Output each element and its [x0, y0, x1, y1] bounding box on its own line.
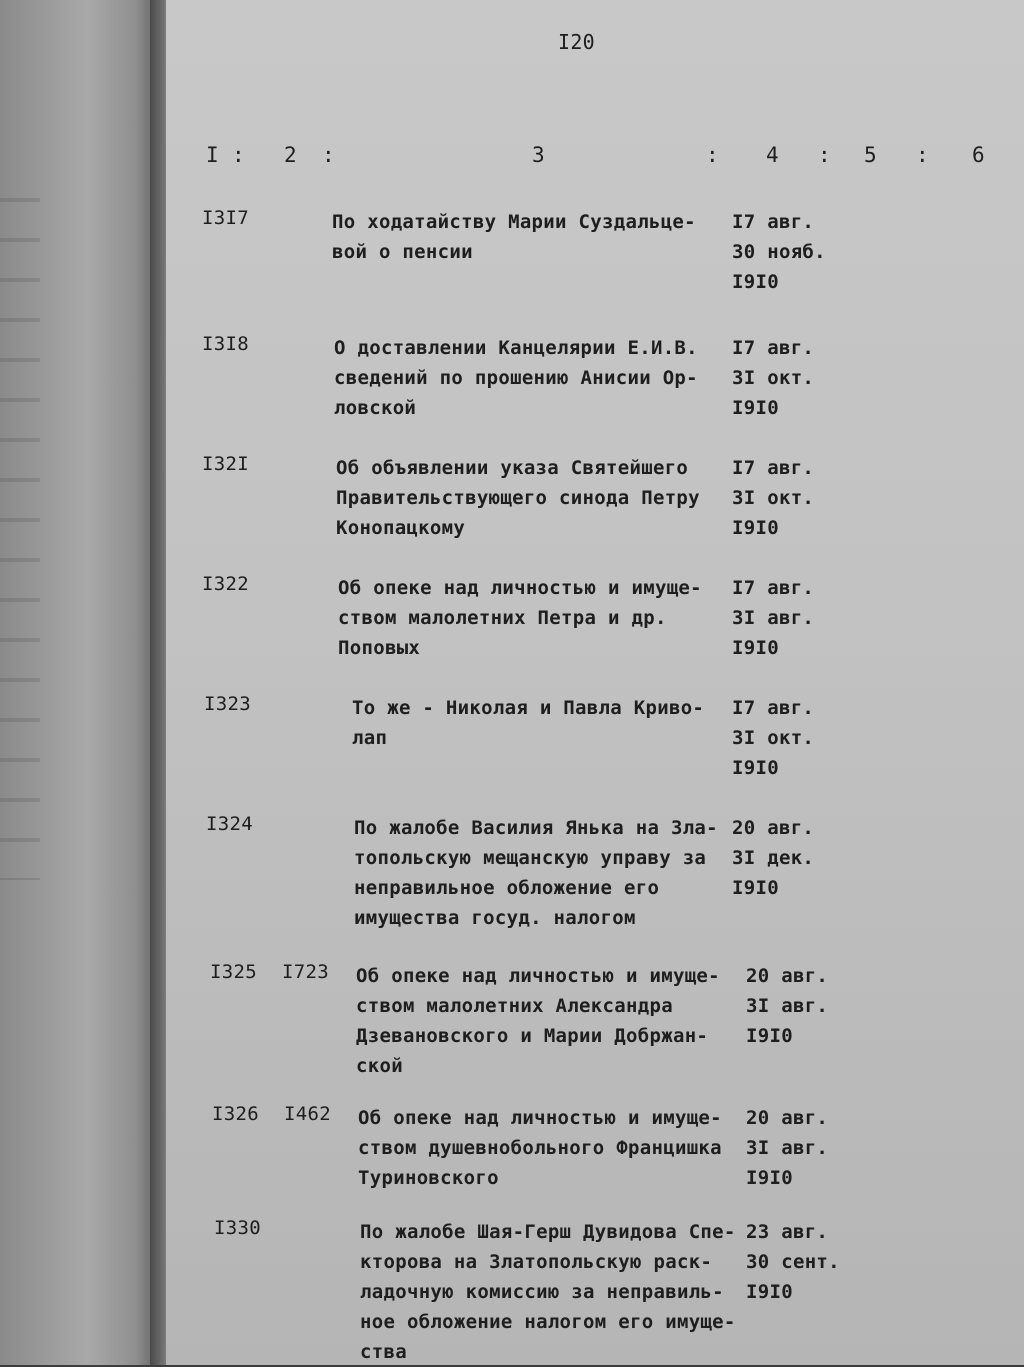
entry-reference: I462 [284, 1103, 331, 1125]
entry-dates: 20 авг. 3I дек. I9I0 [732, 817, 815, 899]
entry-dates: I7 авг. 3I окт. I9I0 [732, 457, 815, 539]
entry-dates: 20 авг. 3I авг. I9I0 [746, 965, 829, 1047]
entry-number: I322 [202, 573, 249, 595]
entry-dates: 23 авг. 30 сент. I9I0 [746, 1221, 840, 1303]
column-header-4: 4 [766, 143, 779, 167]
entry-description: По жалобе Шая-Герш Дувидова Спе- кторова на Златопольскую раск- ладочную комиссию за неправиль- ное обложение налогом его имуще- ства [360, 1221, 736, 1363]
entry-description: Об опеке над личностью и имуще- ством малолетних Петра и др. Поповых [338, 577, 702, 659]
column-header-separator: : [706, 143, 719, 167]
entry-description: Об опеке над личностью и имуще- ством душевнобольного Францишка Туриновского [358, 1107, 722, 1189]
document-page [166, 0, 1024, 1365]
entry-dates: I7 авг. 30 нояб. I9I0 [732, 211, 826, 293]
entry-dates: I7 авг. 3I окт. I9I0 [732, 337, 815, 419]
entry-description: По жалобе Василия Янька на Зла- топольскую мещанскую управу за неправильное обложение его имущества госуд. налогом [354, 817, 718, 929]
entry-number: I323 [204, 693, 251, 715]
column-header-separator: : [232, 143, 245, 167]
column-header-separator: : [916, 143, 929, 167]
left-page-bleed-text [0, 180, 40, 880]
entry-number: I324 [206, 813, 253, 835]
entry-number: I325 [210, 961, 257, 983]
entry-number: I3I7 [202, 207, 249, 229]
entry-reference: I723 [282, 961, 329, 983]
entry-dates: 20 авг. 3I авг. I9I0 [746, 1107, 829, 1189]
entry-dates: I7 авг. 3I авг. I9I0 [732, 577, 815, 659]
column-header-6: 6 [972, 143, 985, 167]
entry-description: То же - Николая и Павла Криво- лап [352, 697, 705, 749]
column-header-5: 5 [864, 143, 877, 167]
entry-description: Об опеке над личностью и имуще- ством малолетних Александра Дзевановского и Марии Добржан- ской [356, 965, 720, 1077]
entry-description: По ходатайству Марии Суздальце- вой о пенсии [332, 211, 696, 263]
entry-number: I330 [214, 1217, 261, 1239]
column-header-separator: : [818, 143, 831, 167]
entry-number: I3I8 [202, 333, 249, 355]
column-header-separator: : [322, 143, 335, 167]
entry-number: I326 [212, 1103, 259, 1125]
column-header-3: 3 [532, 143, 545, 167]
entry-number: I32I [202, 453, 249, 475]
entry-dates: I7 авг. 3I окт. I9I0 [732, 697, 815, 779]
page-number: I20 [558, 30, 596, 54]
column-header-1: I [206, 143, 219, 167]
column-header-2: 2 [284, 143, 297, 167]
entry-description: Об объявлении указа Святейшего Правительствующего синода Петру Конопацкому [336, 457, 700, 539]
left-page-edge [0, 0, 160, 1365]
entry-description: О доставлении Канцелярии Е.И.В. сведений по прошению Анисии Ор- ловской [334, 337, 698, 419]
